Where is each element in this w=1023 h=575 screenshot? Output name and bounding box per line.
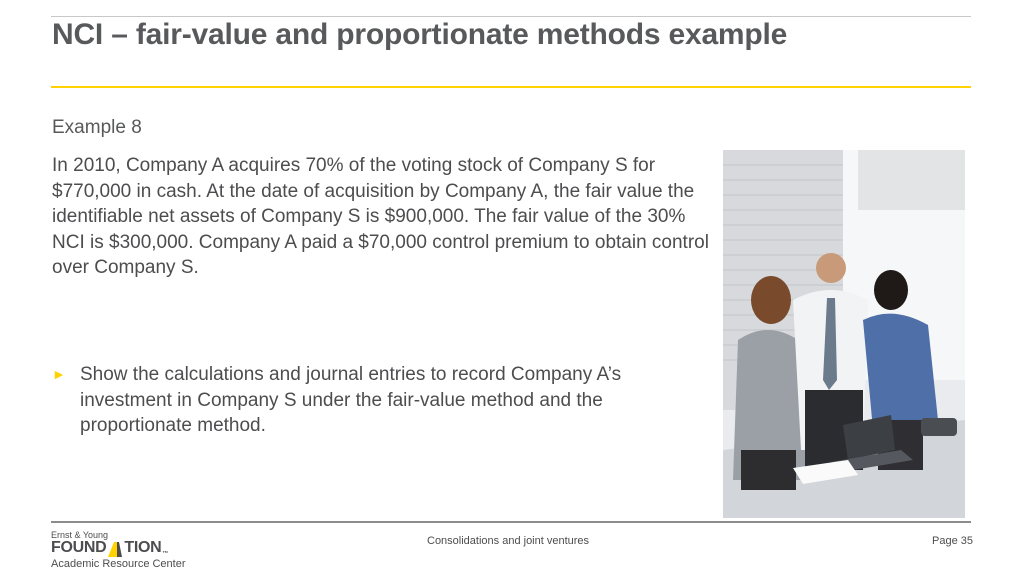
bullet-item xyxy=(52,362,682,439)
example-heading: Example 8 xyxy=(52,117,142,138)
logo-a-mark-icon xyxy=(107,541,123,557)
footer-rule xyxy=(51,521,971,523)
page-number: Page 35 xyxy=(932,535,973,547)
logo-ey-text: Ernst & Young xyxy=(51,530,109,540)
logo-foundation-left: FOUND xyxy=(51,539,107,556)
bullet-text: Show the calculations and journal entries to record Company A’s investment in Company S under the fair-value method and the proportionate method. xyxy=(80,364,622,436)
logo-subtitle: Academic Resource Center xyxy=(51,558,186,570)
logo-foundation-right: TION xyxy=(124,539,162,556)
ey-foundation-logo xyxy=(51,530,211,572)
slide-title: NCI – fair-value and proportionate methods example xyxy=(52,18,788,51)
logo-foundation xyxy=(51,539,168,557)
example-body: In 2010, Company A acquires 70% of the voting stock of Company S for $770,000 in cash. At the date of acquisition by Company A, the fair value the identifiable net assets of Company S is $900,000. The fair value of the 30% NCI is $300,000. Company A paid a $70,000 control premium to obtain control over Company S. xyxy=(52,155,709,278)
business-meeting-photo xyxy=(723,150,965,518)
logo-trademark: ™ xyxy=(162,551,169,557)
title-underline xyxy=(51,86,971,88)
footer-section-title: Consolidations and joint ventures xyxy=(427,535,590,547)
arrow-right-icon: ► xyxy=(52,366,66,382)
